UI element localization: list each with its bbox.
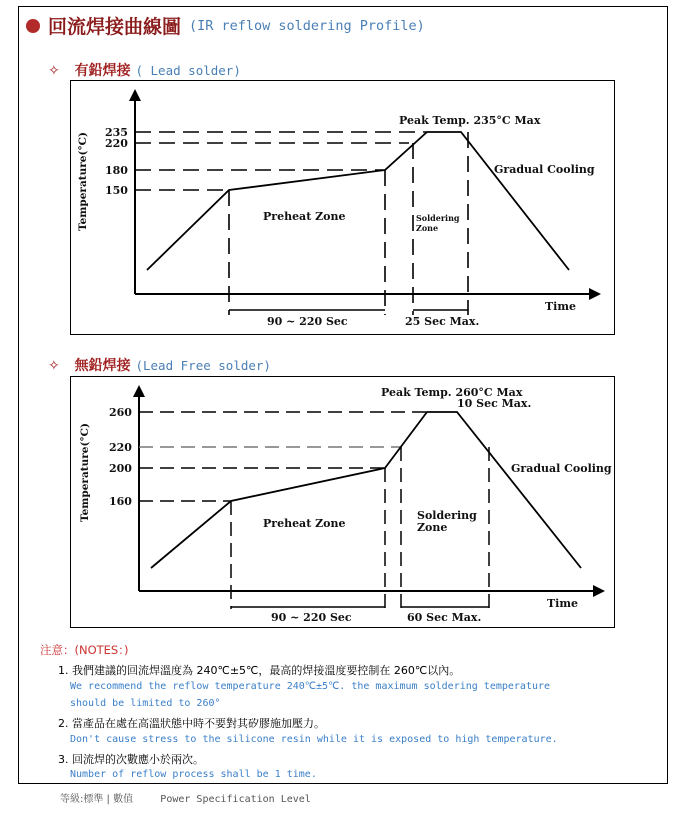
lead-free-chart xyxy=(70,376,615,628)
y-tick-label: 220 xyxy=(105,137,128,150)
diamond-star-icon: ✧ xyxy=(48,63,60,79)
heading-en: (Lead Free solder) xyxy=(135,358,271,373)
peak-duration-label: 10 Sec Max. xyxy=(457,397,532,410)
y-tick-label: 180 xyxy=(105,164,128,177)
soldering-duration-label: 60 Sec Max. xyxy=(407,611,482,624)
heading-cn: 有鉛焊接 xyxy=(74,63,131,79)
lead-solder-heading xyxy=(48,60,241,80)
y-tick-label: 235 xyxy=(105,126,128,139)
soldering-label-line2: Zone xyxy=(416,223,439,233)
cooling-label: Gradual Cooling xyxy=(494,163,595,176)
lead-free-svg xyxy=(71,377,616,629)
notes-section xyxy=(40,642,128,658)
footer-en: Power Specification Level xyxy=(160,794,311,805)
title-cn: 回流焊接曲線圖 xyxy=(48,16,182,38)
preheat-label: Preheat Zone xyxy=(263,517,346,530)
heading-en: ( Lead solder) xyxy=(135,63,241,78)
y-axis-label: Temperature(°C) xyxy=(79,423,91,522)
diamond-star-icon: ✧ xyxy=(48,358,60,374)
title-en: (IR reflow soldering Profile) xyxy=(189,17,425,34)
note-1-en-line1: We recommend the reflow temperature 240℃±5℃. the maximum soldering temperature xyxy=(70,681,551,692)
footer-cn: 等級:標準 | 數值 xyxy=(60,794,134,805)
note-1-cn: 1. 我們建議的回流焊溫度為 240℃±5℃，最高的焊接溫度要控制在 260℃以內。 xyxy=(58,664,461,677)
y-axis-label: Temperature(°C) xyxy=(77,132,89,231)
cooling-label: Gradual Cooling xyxy=(511,462,612,475)
y-tick-label: 150 xyxy=(105,184,128,197)
soldering-duration-label: 25 Sec Max. xyxy=(405,315,480,328)
notes-heading: 注意：(NOTES：) xyxy=(40,643,129,657)
lead-solder-svg xyxy=(71,81,616,336)
y-tick-label: 200 xyxy=(109,462,132,475)
soldering-label-line2: Zone xyxy=(417,521,448,534)
temperature-profile-line xyxy=(147,132,569,270)
x-axis-label: Time xyxy=(545,300,577,313)
x-axis-label: Time xyxy=(547,597,579,610)
y-tick-label: 220 xyxy=(109,441,132,454)
y-tick-label: 160 xyxy=(109,495,132,508)
lead-free-heading xyxy=(48,355,271,375)
y-tick-label: 260 xyxy=(109,406,132,419)
preheat-duration-label: 90 ~ 220 Sec xyxy=(271,611,352,624)
peak-label: Peak Temp. 235°C Max xyxy=(399,114,541,127)
preheat-duration-label: 90 ~ 220 Sec xyxy=(267,315,348,328)
soldering-label-line1: Soldering xyxy=(417,509,477,522)
preheat-label: Preheat Zone xyxy=(263,210,346,223)
heading-cn: 無鉛焊接 xyxy=(74,358,131,374)
page-title xyxy=(26,12,425,39)
temperature-profile-line xyxy=(151,412,581,568)
note-2-en: Don't cause stress to the silicone resin while it is exposed to high temperature. xyxy=(70,734,558,745)
bullet-icon xyxy=(26,19,40,33)
soldering-label-line1: Soldering xyxy=(416,213,460,223)
lead-solder-chart xyxy=(70,80,615,335)
note-1-en-line2: should be limited to 260° xyxy=(70,698,221,709)
note-3-en: Number of reflow process shall be 1 time. xyxy=(70,769,317,780)
note-2-cn: 2. 當產品在處在高溫狀態中時不要對其矽膠施加壓力。 xyxy=(58,717,325,730)
peak-label: Peak Temp. 260°C Max xyxy=(381,386,523,399)
note-3-cn: 3. 回流焊的次數應小於兩次。 xyxy=(58,753,204,766)
footer-cutoff-text xyxy=(60,790,311,805)
